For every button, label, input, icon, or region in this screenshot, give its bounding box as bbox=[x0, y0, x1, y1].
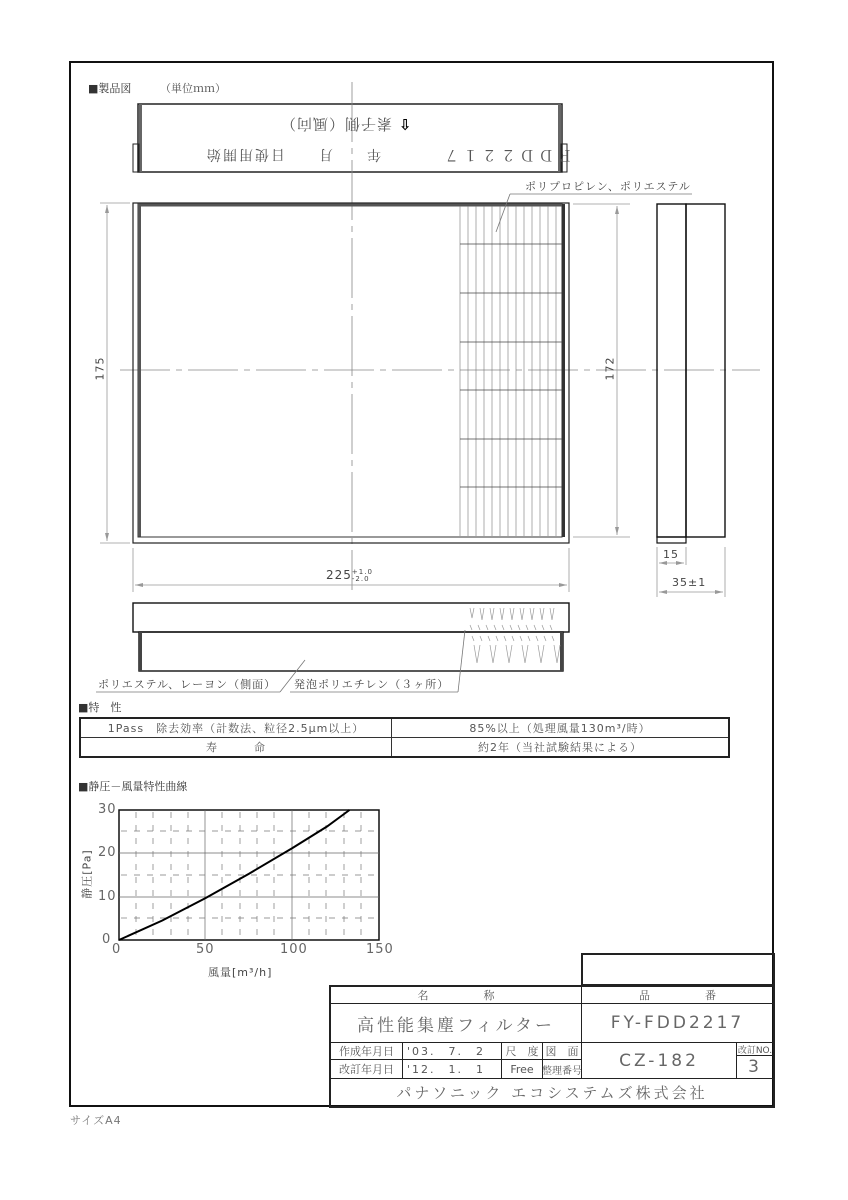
scale-label: 尺 度 bbox=[501, 1042, 543, 1060]
x-tick-50: 50 bbox=[196, 942, 215, 957]
characteristics-heading: ■特 性 bbox=[78, 701, 122, 714]
product-drawing-heading: ■製品図 bbox=[88, 82, 132, 95]
bottom-view bbox=[133, 603, 569, 671]
y-tick-10: 10 bbox=[98, 889, 117, 904]
characteristics-table bbox=[79, 717, 730, 758]
dim-height-inner: 172 bbox=[603, 356, 617, 381]
created-date: '03. 7. 2 bbox=[402, 1042, 502, 1060]
plate-model-text: ＦＤＤ２２１７ bbox=[440, 146, 574, 164]
x-tick-0: 0 bbox=[112, 942, 122, 957]
front-view bbox=[133, 203, 569, 543]
table-row bbox=[80, 738, 729, 758]
spec-value: 約2年（当社試験結果による） bbox=[392, 738, 729, 758]
part-number: FY-FDD2217 bbox=[581, 1003, 775, 1043]
table-row bbox=[80, 718, 729, 738]
x-tick-100: 100 bbox=[280, 942, 308, 957]
side-view bbox=[657, 204, 725, 543]
title-block-blank bbox=[581, 953, 775, 986]
ref-label: 整理番号 bbox=[542, 1059, 582, 1079]
unit-label: （単位ｍｍ） bbox=[160, 82, 226, 95]
y-tick-30: 30 bbox=[98, 802, 117, 817]
spec-value: 85%以上（処理風量130m³/時） bbox=[392, 718, 729, 738]
foam-material-callout: 発泡ポリエチレン（３ヶ所） bbox=[294, 678, 450, 691]
revised-date: '12. 1. 1 bbox=[402, 1059, 502, 1079]
drawing-label: 図 面 bbox=[542, 1042, 582, 1060]
revision-label: 改訂NO. bbox=[736, 1042, 775, 1056]
dim-frame-depth: 15 bbox=[663, 548, 679, 561]
side-material-callout: ポリエステル、レーヨン（側面） bbox=[98, 678, 277, 691]
drawing-number: CZ-182 bbox=[581, 1042, 737, 1079]
scale-value: Free bbox=[501, 1059, 543, 1079]
revised-label: 改訂年月日 bbox=[329, 1059, 403, 1079]
curve-heading: ■静圧－風量特性曲線 bbox=[78, 780, 188, 793]
product-name: 高性能集塵フィルター bbox=[329, 1003, 582, 1043]
direction-label: ⇧ 素子側（風向） bbox=[280, 115, 412, 133]
pressure-flow-chart bbox=[119, 810, 379, 940]
x-tick-150: 150 bbox=[366, 942, 394, 957]
media-material-callout: ポリプロピレン、ポリエステル bbox=[525, 180, 691, 193]
dim-height-outer: 175 bbox=[93, 356, 107, 381]
y-tick-0: 0 bbox=[102, 932, 112, 947]
y-axis-label: 静圧[Pa] bbox=[80, 849, 94, 899]
plate-date-text: 年 月 日使用開始 bbox=[205, 146, 381, 162]
arrow-up-icon: ⇧ bbox=[397, 115, 412, 133]
company-name: パナソニック エコシステムズ株式会社 bbox=[329, 1078, 775, 1108]
y-tick-20: 20 bbox=[98, 845, 117, 860]
dim-width: 225+1.0 -2.0 bbox=[326, 567, 373, 583]
paper-size: サイズA4 bbox=[70, 1114, 122, 1127]
revision-number: 3 bbox=[736, 1055, 775, 1079]
created-label: 作成年月日 bbox=[329, 1042, 403, 1060]
dim-total-depth: 35±1 bbox=[672, 576, 707, 589]
x-axis-label: 風量[m³/h] bbox=[208, 966, 273, 979]
spec-label: 1Pass 除去効率（計数法、粒径2.5μm以上） bbox=[80, 718, 392, 738]
spec-label: 寿 命 bbox=[80, 738, 392, 758]
part-header: 品 番 bbox=[581, 985, 775, 1004]
name-header: 名 称 bbox=[329, 985, 582, 1004]
